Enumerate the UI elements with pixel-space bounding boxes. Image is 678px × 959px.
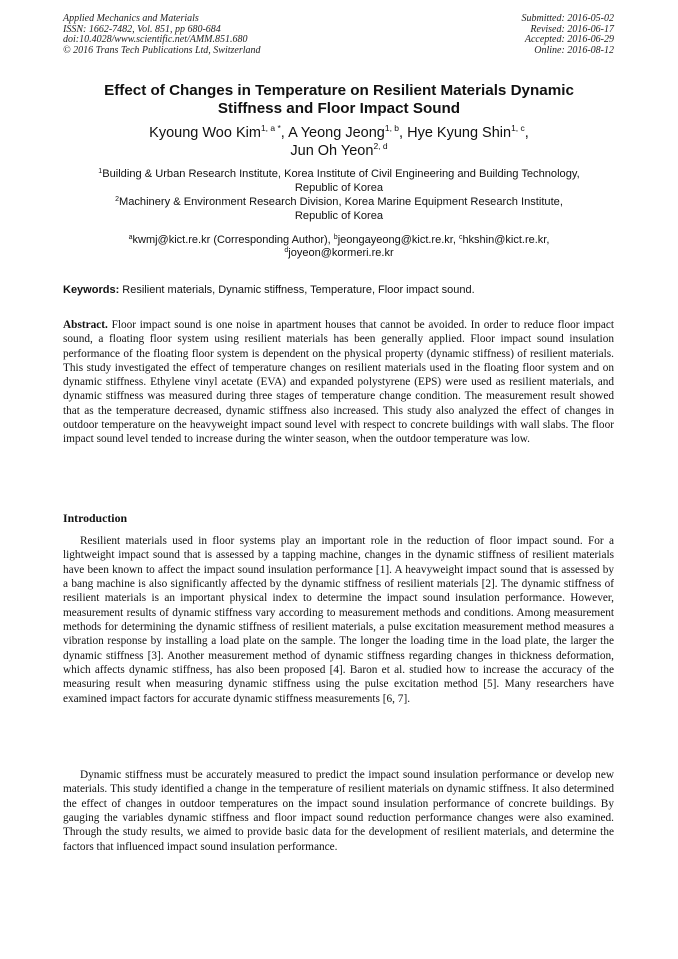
affiliation-superscript: 1 xyxy=(98,168,103,175)
author-separator: , xyxy=(280,125,289,141)
paper-title-line-2: Stiffness and Floor Impact Sound xyxy=(217,100,461,117)
author-name: Jun Oh Yeon xyxy=(290,143,374,159)
keywords-label: Keywords: xyxy=(63,284,120,296)
date-online: Online: 2016-08-12 xyxy=(534,44,614,56)
author-name: A Yeong Jeong xyxy=(288,125,385,141)
email-address: kwmj@kict.re.kr (Corresponding Author), xyxy=(132,234,334,246)
date-accepted: Accepted: 2016-06-29 xyxy=(524,34,614,46)
journal-info xyxy=(63,14,261,56)
email-address: joyeon@kormeri.re.kr xyxy=(288,247,394,259)
email-superscript: a xyxy=(128,234,133,241)
author-superscript: 2, d xyxy=(373,141,388,151)
journal-name: Applied Mechanics and Materials xyxy=(63,13,199,24)
paper-title-line-1: Effect of Changes in Temperature on Resilient Materials Dynamic xyxy=(104,82,574,99)
email-superscript: d xyxy=(284,247,289,254)
abstract-text: Floor impact sound is one noise in apartment houses that cannot be avoided. In order to reduce floor impact sound, a floating floor system using resilient materials has been generally applied. Floor impact sound insulation performance of the floating floor system is dependent on the physical property (dynamic stiffness) of resilient materials. This study investigated the effect of temperature changes on resilient materials used in the floating floor system and on dynamic stiffness. Ethylene vinyl acetate (EVA) and expanded polystyrene (EPS) were used as resilient materials, and dynamic stiffness was measured during three stages of temperature change condition. The measurement result showed that as the temperature decreased, dynamic stiffness also increased. This study also analyzed the effect of changes in outdoor temperature on the heavyweight impact sound level with respect to concrete buildings with wall slabs. The floor impact sound level tended to increase during the winter season, when the outdoor temperature was low. xyxy=(63,319,614,446)
author-name: Kyoung Woo Kim xyxy=(149,125,261,141)
email-address: jeongayeong@kict.re.kr, xyxy=(337,234,459,246)
abstract-label: Abstract. xyxy=(63,319,108,331)
affiliation-superscript: 2 xyxy=(115,196,119,203)
affiliation-line: Building & Urban Research Institute, Korea Institute of Civil Engineering and Building Technology, xyxy=(102,168,580,180)
email-address: hkshin@kict.re.kr, xyxy=(462,234,550,246)
affiliation-line: Machinery & Environment Research Division, Korea Marine Equipment Research Institute, xyxy=(118,196,563,208)
keywords-text: Resilient materials, Dynamic stiffness, Temperature, Floor impact sound. xyxy=(119,284,475,296)
date-revised: Revised: 2016-06-17 xyxy=(530,23,614,35)
author-separator: , xyxy=(399,125,408,141)
paper-title xyxy=(60,82,618,118)
body-paragraph: Resilient materials used in floor systems play an important role in the reduction of floor impact sound. For a lightweight impact sound that is assessed by a tapping machine, changes in the dynamic stiffness of resilient materials have been known to affect the impact sound insulation performance [1]. A heavyweight impact sound that is assessed by a bang machine is also significantly affected by the dynamic stiffness of resilient materials [2]. The dynamic stiffness of resilient materials is an important physical index to determine the impact sound insulation performance. However, measurement results of dynamic stiffness vary according to measurement methods and conditions. Among measurement methods for determining the dynamic stiffness of resilient materials, a pulse excitation measurement method measures a vibration response by installing a load plate on the sample. The longer the loading time in the load plate, the larger the dynamic stiffness [3]. Another measurement method of dynamic stiffness regarding changes in thickness deformation, which affects dynamic stiffness, has also been proposed [4]. Baron et al. studied how to increase the accuracy of the measuring result when measuring dynamic stiffness using the pulse excitation method [5]. Many researchers have examined impact factors for accurate dynamic stiffness measurements [6, 7]. xyxy=(63,535,614,705)
author-superscript: 1, b xyxy=(384,123,400,133)
author-superscript: 1, c xyxy=(511,123,525,133)
affiliation xyxy=(60,167,618,195)
section-heading-introduction: Introduction xyxy=(63,511,128,525)
affiliation-country: Republic of Korea xyxy=(294,210,384,222)
journal-copyright: © 2016 Trans Tech Publications Ltd, Switzerland xyxy=(63,44,261,56)
publication-dates xyxy=(522,14,615,56)
journal-issn: ISSN: 1662-7482, Vol. 851, pp 680-684 xyxy=(63,23,221,35)
abstract xyxy=(63,318,614,447)
author-name: Hye Kyung Shin xyxy=(407,125,512,141)
email-superscript: c xyxy=(458,234,463,241)
author-emails xyxy=(60,234,618,260)
journal-doi: doi:10.4028/www.scientific.net/AMM.851.680 xyxy=(63,34,248,46)
keywords xyxy=(63,283,623,297)
author-separator: , xyxy=(524,125,529,141)
affiliation xyxy=(60,195,618,223)
body-paragraph: Dynamic stiffness must be accurately measured to predict the impact sound insulation performance or develop new materials. This study identified a change in the temperature of resilient materials on dynamic stiffness. It also determined the effect of changes in outdoor temperatures on the impact sound insulation performance of concrete buildings. By gauging the variables dynamic stiffness and floor impact sound reduction performance changes were also examined. Through the study results, we aimed to provide basic data for the development of resilient materials, and determine the factors that influenced impact sound insulation performance. xyxy=(63,769,614,853)
affiliation-country: Republic of Korea xyxy=(294,182,384,194)
author-superscript: 1, a * xyxy=(260,123,281,133)
author-list xyxy=(60,124,618,160)
email-superscript: b xyxy=(333,234,338,241)
date-submitted: Submitted: 2016-05-02 xyxy=(521,13,614,24)
